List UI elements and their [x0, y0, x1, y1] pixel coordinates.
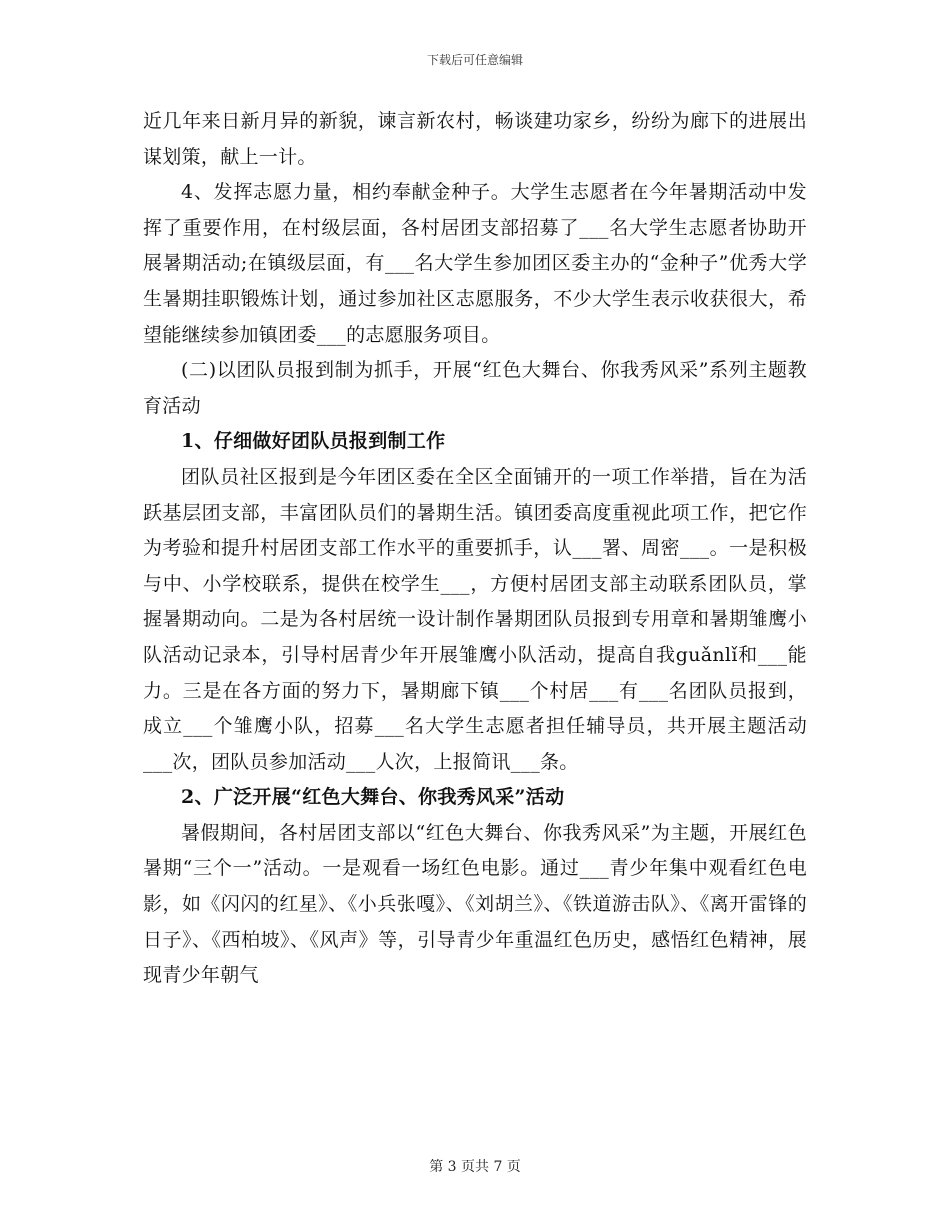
page-number: 第 3 页共 7 页	[429, 1159, 521, 1175]
paragraph-report-system: 团队员社区报到是今年团区委在全区全面铺开的一项工作举措，旨在为活跃基层团支部，丰富团队员们的暑期生活。镇团委高度重视此项工作，把它作为考验和提升村居团支部工作水平的重要抓手，认___署、周密___。一是积极与中、小学校联系，提供在校学生___，方便村居团支部主动联系团队员，掌握暑期动向。二是为各村居统一设计制作暑期团队员报到专用章和暑期雏鹰小队活动记录本，引导村居青少年开展雏鹰小队活动，提高自我guǎnlǐ和___能力。三是在各方面的努力下，暑期廊下镇___个村居___有___名团队员报到，成立___个雏鹰小队，招募___名大学生志愿者担任辅导员，共开展主题活动___次，团队员参加活动___人次，上报简讯___条。	[143, 465, 807, 773]
document-body	[143, 104, 807, 994]
paragraph-volunteers: 4、发挥志愿力量，相约奉献金种子。大学生志愿者在今年暑期活动中发挥了重要作用，在村级层面，各村居团支部招募了___名大学生志愿者协助开展暑期活动;在镇级层面，有___名大学生参加团区委主办的“金种子”优秀大学生暑期挂职锻炼计划，通过参加社区志愿服务，不少大学生表示收获很大，希望能继续参加镇团委___的志愿服务项目。	[143, 181, 807, 346]
paragraph-red-stage: 暑假期间，各村居团支部以“红色大舞台、你我秀风采”为主题，开展红色暑期“三个一”活动。一是观看一场红色电影。通过___青少年集中观看红色电影，如《闪闪的红星》、《小兵张嘎》、《刘胡兰》、《铁道游击队》、《离开雷锋的日子》、《西柏坡》、《风声》等，引导青少年重温红色历史，感悟红色精神，展现青少年朝气	[143, 821, 807, 987]
subheading-1: 1、仔细做好团队员报到制工作	[181, 430, 446, 453]
section-heading-2: (二)以团队员报到制为抓手，开展“红色大舞台、你我秀风采”系列主题教育活动	[143, 359, 807, 417]
paragraph-continuation: 近几年来日新月异的新貌，谏言新农村，畅谈建功家乡，纷纷为廊下的进展出谋划策，献上一计。	[143, 110, 807, 168]
page-header: 下载后可任意编辑	[426, 53, 523, 67]
subheading-2: 2、广泛开展“红色大舞台、你我秀风采”活动	[181, 786, 565, 809]
